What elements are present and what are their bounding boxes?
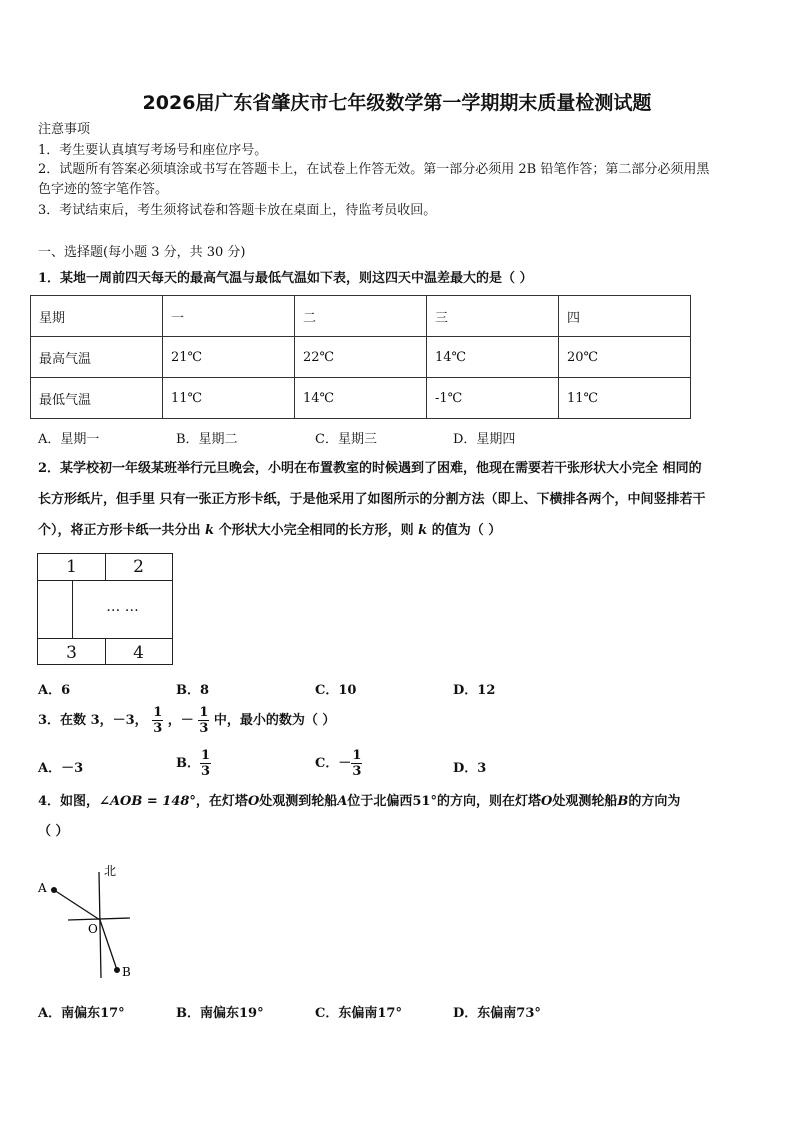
page-title: 2026届广东省肇庆市七年级数学第一学期期末质量检测试题 — [142, 92, 652, 114]
q4-option-d[interactable]: D．东偏南73° — [453, 1006, 541, 1021]
north-south-line — [99, 872, 101, 978]
table-cell: 一 — [163, 296, 295, 337]
point-b — [114, 967, 120, 973]
fraction: $\frac{1}{3}$ — [199, 705, 209, 736]
table-cell: 20℃ — [559, 337, 691, 378]
q2-option-d[interactable]: D．12 — [453, 683, 496, 698]
table-cell: 二 — [295, 296, 427, 337]
table-cell: 最低气温 — [31, 378, 163, 419]
q4-option-a[interactable]: A．南偏东17° — [38, 1006, 125, 1021]
table-cell: 星期 — [31, 296, 163, 337]
label-b: B — [122, 965, 131, 979]
section-heading: 一、选择题(每小题 3 分，共 30 分) — [38, 245, 246, 260]
table-cell: 21℃ — [163, 337, 295, 378]
table-cell: 四 — [559, 296, 691, 337]
table-row — [31, 296, 691, 337]
divider — [38, 580, 172, 581]
question-2-line: 长方形纸片，但手里 只有一张正方形卡纸，于是他采用了如图所示的分割方法（即上、下横排各两个，中间竖排若干 — [38, 492, 706, 507]
notice-item: 1．考生要认真填写考场号和座位序号。 — [38, 143, 268, 158]
temperature-table — [30, 295, 691, 419]
cell-label: 2 — [133, 557, 144, 577]
q2-option-c[interactable]: C．10 — [315, 683, 357, 698]
cell-label: 4 — [133, 643, 144, 663]
question-4-paren: （ ） — [38, 824, 69, 839]
ellipsis-label: … … — [106, 599, 139, 615]
table-cell: 14℃ — [427, 337, 559, 378]
q1-option-b[interactable]: B．星期二 — [176, 432, 238, 447]
q3-option-a[interactable]: A．－3 — [38, 761, 84, 776]
q1-option-d[interactable]: D．星期四 — [453, 432, 516, 447]
question-1-stem: 1．某地一周前四天每天的最高气温与最低气温如下表，则这四天中温差最大的是（ ） — [38, 271, 533, 286]
notice-item: 3．考试结束后，考生须将试卷和答题卡放在桌面上，待监考员收回。 — [38, 203, 437, 218]
question-2-line: 2．某学校初一年级某班举行元旦晚会，小明在布置教室的时候遇到了困难，他现在需要若干张形状大小完全 相同的 — [38, 461, 702, 476]
notice-item: 2．试题所有答案必须填涂或书写在答题卡上，在试卷上作答无效。第一部分必须用 2B 铅笔作答；第二部分必须用黑 — [38, 162, 710, 177]
fraction: $\frac{1}{3}$ — [153, 705, 163, 736]
table-cell: 最高气温 — [31, 337, 163, 378]
q4-option-c[interactable]: C．东偏南17° — [315, 1006, 402, 1021]
point-a — [51, 887, 57, 893]
cell-label: 3 — [66, 643, 77, 663]
table-row — [31, 337, 691, 378]
q4-option-b[interactable]: B．南偏东19° — [176, 1006, 264, 1021]
fraction: $\frac{1}{3}$ — [201, 748, 211, 779]
question-4-stem: 4．如图，∠AOB = 148°，在灯塔O处观测到轮船A位于北偏西51°的方向，则在灯塔O处观测轮船B的方向为 — [38, 794, 681, 809]
variable-k: k — [205, 523, 215, 538]
table-cell: 11℃ — [163, 378, 295, 419]
label-a: A — [38, 881, 47, 895]
variable-k: k — [418, 523, 428, 538]
q2-option-a[interactable]: A．6 — [38, 683, 71, 698]
table-cell: 14℃ — [295, 378, 427, 419]
north-label: 北 — [104, 864, 117, 878]
q2-option-b[interactable]: B．8 — [176, 683, 210, 698]
q1-option-c[interactable]: C．星期三 — [315, 432, 377, 447]
label-o: O — [88, 922, 98, 936]
table-cell: 11℃ — [559, 378, 691, 419]
q3-option-b[interactable]: B． $\frac{1}{3}$ — [176, 748, 211, 779]
cell-label: 1 — [66, 557, 77, 577]
question-3-stem: 3．在数 3，－3， $\frac{1}{3}$ ，－ $\frac{1}{3}$ 中，最小的数为（ ） — [38, 705, 336, 736]
table-cell: 三 — [427, 296, 559, 337]
q1-option-a[interactable]: A．星期一 — [38, 432, 100, 447]
question-2-line: 个），将正方形卡纸一共分出 k 个形状大小完全相同的长方形，则 k 的值为（ ） — [38, 523, 502, 538]
q3-option-c[interactable]: C．－ $\frac{1}{3}$ — [315, 748, 362, 779]
fraction: $\frac{1}{3}$ — [352, 748, 362, 779]
bearing-diagram — [30, 860, 150, 985]
table-row — [31, 378, 691, 419]
ray-ob — [100, 920, 117, 970]
notice-item: 色字迹的签字笔作答。 — [38, 182, 169, 197]
square-division-figure — [37, 553, 173, 665]
q3-option-d[interactable]: D．3 — [453, 761, 487, 776]
ray-oa — [54, 890, 100, 920]
table-cell: 22℃ — [295, 337, 427, 378]
notice-heading: 注意事项 — [38, 122, 91, 137]
table-cell: -1℃ — [427, 378, 559, 419]
